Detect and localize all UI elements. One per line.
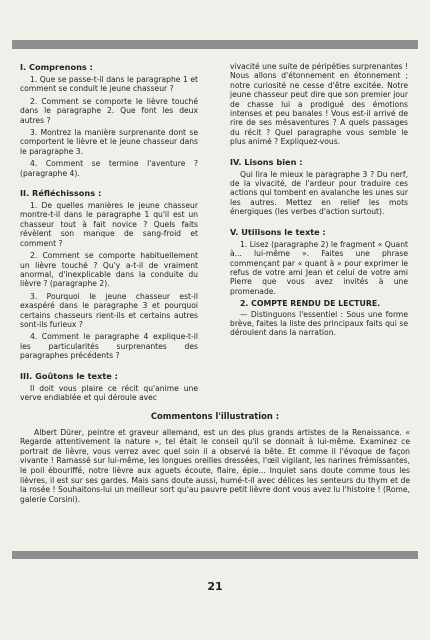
goutons-text-continued: vivacité une suite de péripéties surprenantes ! Nous allons d'étonnement en étonnement ; notre curiosité ne cesse d'être excitée. Notre jeune chasseur peut dire que son premier jour de chasse lui a prodigué des émotions intenses et peu banales ! Vous est-il arrivé de rire de ses mésaventures ? A quels passages du récit ? Quel paragraphe vous semble le plus animé ? Expliquez-vous. bbox=[230, 62, 408, 147]
illustration-commentary bbox=[20, 412, 410, 504]
section-heading-reflechissons: II. Réfléchissons : bbox=[20, 188, 102, 199]
section-heading-comprenons: I. Comprenons : bbox=[20, 62, 93, 72]
illustration-text: Albert Dürer, peintre et graveur allemand, est un des plus grands artistes de la Renaissance. « Regarde attentivement la nature », tel était le conseil qu'il se donnait à lui-même. Examinez ce portrait de lièvre, vous verrez avec quel soin il a observé la bête. Et comme il l'évoque de façon vivante ! Ramassé sur lui-même, les longues oreilles dressées, l'œil vigilant, les narines frémissantes, le poil ébouriffé, notre lièvre aux aguets écoute, flaire, épie... Inquiet sans doute comme tous les lièvres, il est sur ses gardes. Mais sans doute aussi, humé-t-il avec délices les senteurs du thym et de la rosée ! Souhaitons-lui un meilleur sort qu'au pauvre petit lièvre dont vous avez lu l'histoire ! (Rome, galerie Corsini). bbox=[20, 427, 410, 504]
left-column bbox=[20, 62, 198, 405]
question-2-4: 4. Comment le paragraphe 4 explique-t-il les particularités surprenantes des paragraphes précédents ? bbox=[20, 332, 198, 361]
question-2-3: 3. Pourquoi le jeune chasseur est-il exaspéré dans le paragraphe 3 et pourquoi certains chasseurs rient-ils et certains autres sont-ils furieux ? bbox=[20, 291, 198, 329]
question-1-2: 2. Comment se comporte le lièvre touché dans le paragraphe 2. Que font les deux autres ? bbox=[20, 96, 198, 125]
section-heading-goutons: III. Goûtons le texte : bbox=[20, 370, 118, 381]
lisons-text: Qui lira le mieux le paragraphe 3 ? Du nerf, de la vivacité, de l'ardeur pour traduire ces actions qui tombent en avalanche les unes sur les autres. Mettez en relief les mots énergiques (les verbes d'action surtout). bbox=[230, 169, 408, 217]
question-1-4: 4. Comment se termine l'aventure ? (paragraphe 4). bbox=[20, 159, 198, 178]
goutons-text-start: Il doit vous plaire ce récit qu'anime une verve endiablée et qui déroule avec bbox=[20, 383, 198, 402]
compte-rendu-title: 2. COMPTE RENDU DE LECTURE. bbox=[240, 299, 381, 309]
bottom-rule bbox=[12, 551, 418, 559]
utilisons-item-1: 1. Lisez (paragraphe 2) le fragment « Quant à... lui-même ». Faites une phrase commençant par « quant à » pour exprimer le refus de votre ami Jean et celui de votre ami Pierre que vous avez invités à une promenade. bbox=[230, 239, 408, 296]
section-heading-utilisons: V. Utilisons le texte : bbox=[230, 226, 326, 237]
question-1-3: 3. Montrez la manière surprenante dont se comportent le lièvre et le jeune chasseur dans le paragraphe 3. bbox=[20, 128, 198, 156]
section-heading-lisons: IV. Lisons bien : bbox=[230, 156, 303, 167]
page-number: 21 bbox=[207, 580, 223, 593]
question-1-1: 1. Que se passe-t-il dans le paragraphe 1 et comment se conduit le jeune chasseur ? bbox=[20, 75, 198, 94]
question-2-2: 2. Comment se comporte habituellement un lièvre touché ? Qu'y a-t-il de vraiment anormal, d'inexplicable dans la conduite du lièvre ? (paragraphe 2). bbox=[20, 251, 198, 289]
compte-rendu-text: — Distinguons l'essentiel : Sous une forme brève, faites la liste des principaux faits qui se déroulent dans la narration. bbox=[230, 309, 408, 338]
illustration-title: Commentons l'illustration : bbox=[150, 411, 280, 421]
top-rule bbox=[12, 40, 418, 49]
right-column bbox=[230, 62, 408, 341]
question-2-1: 1. De quelles manières le jeune chasseur montre-t-il dans le paragraphe 1 qu'il est un chasseur tout à fait novice ? Quels faits révèlent son manque de sang-froid et comment ? bbox=[20, 201, 198, 248]
